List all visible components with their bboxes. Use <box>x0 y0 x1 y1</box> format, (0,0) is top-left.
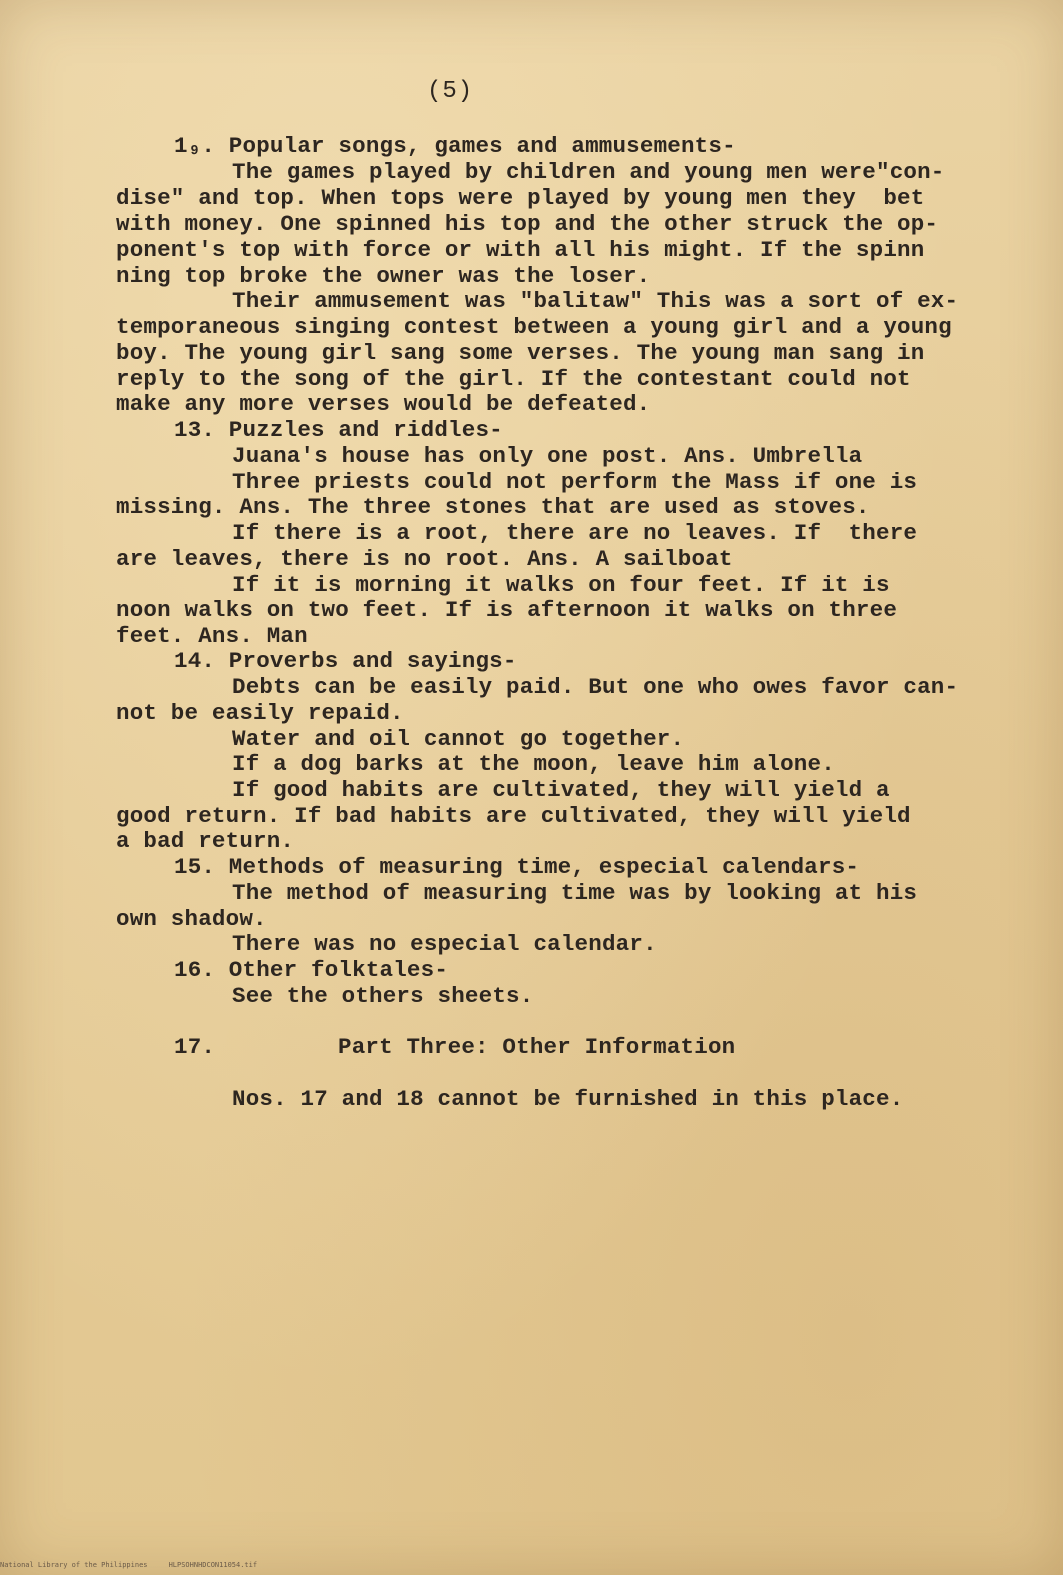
text-line: ponent's top with force or with all his might. If the spinn <box>116 237 925 263</box>
text-line: Three priests could not perform the Mass if one is <box>232 469 918 495</box>
text-line: Their ammusement was "balitaw" This was a sort of ex- <box>232 288 959 314</box>
section-14-heading: 14. Proverbs and sayings- <box>174 648 517 674</box>
section-16-heading: 16. Other folktales- <box>174 957 449 983</box>
text-line: Nos. 17 and 18 cannot be furnished in this place. <box>232 1086 904 1112</box>
text-line: not be easily repaid. <box>116 700 404 726</box>
text-line: dise" and top. When tops were played by young men they bet <box>116 185 925 211</box>
section-17-number: 17. <box>174 1034 216 1060</box>
text-line: reply to the song of the girl. If the contestant could not <box>116 366 911 392</box>
text-line: Juana's house has only one post. Ans. Umbrella <box>232 443 863 469</box>
text-line: The method of measuring time was by looking at his <box>232 880 918 906</box>
text-line: own shadow. <box>116 906 267 932</box>
text-line: missing. Ans. The three stones that are used as stoves. <box>116 494 870 520</box>
text-line: good return. If bad habits are cultivated, they will yield <box>116 803 911 829</box>
text-line: If good habits are cultivated, they will yield a <box>232 777 890 803</box>
text-line: If there is a root, there are no leaves. If there <box>232 520 918 546</box>
archive-footer: National Library of the Philippines HLPSOHNHDCON11054.tif <box>0 1561 258 1569</box>
text-line: noon walks on two feet. If is afternoon it walks on three <box>116 597 898 623</box>
text-line: If a dog barks at the moon, leave him alone. <box>232 751 835 777</box>
text-line: The games played by children and young men were"con- <box>232 159 945 185</box>
text-line: boy. The young girl sang some verses. The young man sang in <box>116 340 925 366</box>
text-line: See the others sheets. <box>232 983 534 1009</box>
section-13-heading: 13. Puzzles and riddles- <box>174 417 503 443</box>
part-three-heading: Part Three: Other Information <box>338 1034 736 1060</box>
section-15-heading: 15. Methods of measuring time, especial calendars- <box>174 854 860 880</box>
text-line: temporaneous singing contest between a young girl and a young <box>116 314 952 340</box>
text-line: There was no especial calendar. <box>232 931 657 957</box>
page-number: (5) <box>427 78 474 105</box>
text-line: Debts can be easily paid. But one who owes favor can- <box>232 674 959 700</box>
text-line: feet. Ans. Man <box>116 623 308 649</box>
text-line: Water and oil cannot go together. <box>232 726 685 752</box>
text-line: are leaves, there is no root. Ans. A sailboat <box>116 546 733 572</box>
text-line: ning top broke the owner was the loser. <box>116 263 651 289</box>
text-line: with money. One spinned his top and the other struck the op- <box>116 211 939 237</box>
text-line: make any more verses would be defeated. <box>116 391 651 417</box>
text-line: a bad return. <box>116 828 295 854</box>
section-12-heading: 1₉. Popular songs, games and ammusements- <box>174 133 736 159</box>
text-line: If it is morning it walks on four feet. If it is <box>232 572 890 598</box>
